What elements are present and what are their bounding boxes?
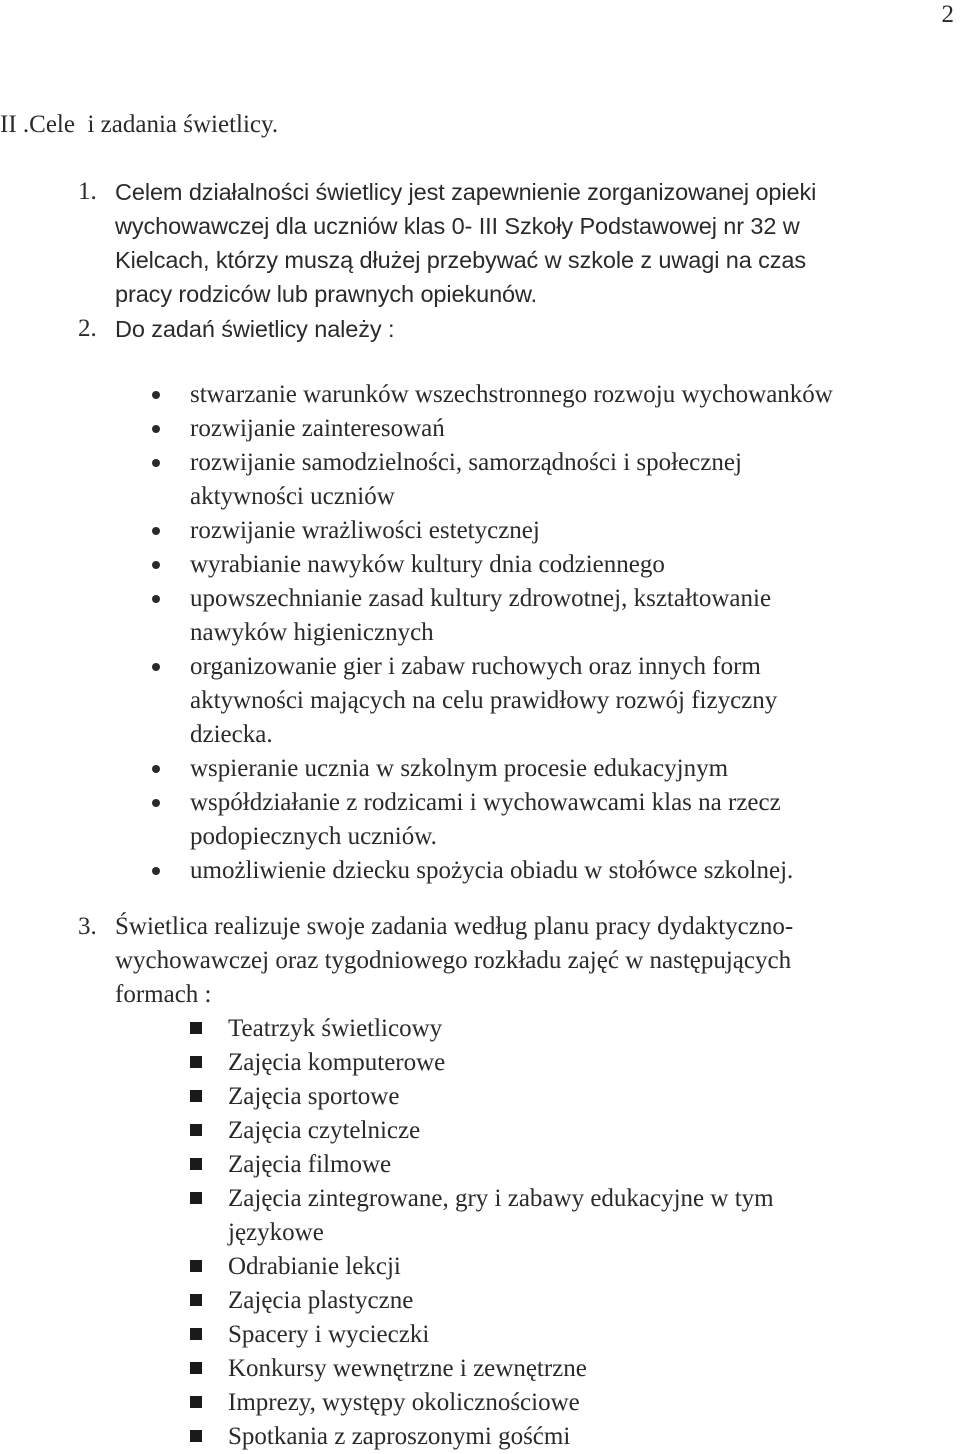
square-bullet-icon xyxy=(190,1158,202,1170)
list-item-text: Konkursy wewnętrzne i zewnętrzne xyxy=(228,1355,587,1382)
list-item xyxy=(0,1386,928,1420)
list-item-text: Teatrzyk świetlicowy xyxy=(228,1015,443,1042)
bullet-icon xyxy=(152,425,160,433)
list-item-text: Zajęcia komputerowe xyxy=(228,1049,446,1076)
list-item xyxy=(0,514,950,548)
list-item xyxy=(0,378,950,412)
square-bullet-icon xyxy=(190,1124,202,1136)
list-item-text: Zajęcia zintegrowane, gry i zabawy edukacyjne w tym językowe xyxy=(228,1185,774,1246)
square-bullet-icon xyxy=(190,1396,202,1408)
list-item-text: organizowanie gier i zabaw ruchowych oraz innych form aktywności mających na celu prawidłowy rozwój fizyczny dziecka. xyxy=(190,653,778,748)
bullet-icon xyxy=(152,527,160,535)
list-item xyxy=(0,1284,928,1318)
list-item xyxy=(0,1318,928,1352)
list-item xyxy=(0,1114,928,1148)
bullet-icon xyxy=(152,867,160,875)
list-item-text: rozwijanie samodzielności, samorządności i społecznej aktywności uczniów xyxy=(190,449,742,510)
section-heading: II .Cele i zadania świetlicy. xyxy=(0,111,279,138)
list-item xyxy=(0,1352,928,1386)
list-item xyxy=(0,582,950,650)
forms-square-list xyxy=(0,1012,928,1454)
square-bullet-icon xyxy=(190,1294,202,1306)
item-2-number: 2. xyxy=(78,315,97,342)
list-item-text: stwarzanie warunków wszechstronnego rozwoju wychowanków xyxy=(190,381,833,408)
list-item xyxy=(0,854,950,888)
square-bullet-icon xyxy=(190,1260,202,1272)
list-item xyxy=(0,1182,928,1250)
list-item-text: upowszechnianie zasad kultury zdrowotnej, kształtowanie nawyków higienicznych xyxy=(190,585,772,646)
page-number: 2 xyxy=(941,1,954,28)
bullet-icon xyxy=(152,663,160,671)
bullet-icon xyxy=(152,595,160,603)
item-1-text: Celem działalności świetlicy jest zapewnienie zorganizowanej opieki wychowawczej dla uczniów klas 0- III Szkoły Podstawowej nr 32 w Kielcach, którzy muszą dłużej przebywać w szkole z uwagi na czas pracy rodziców lub prawnych opiekunów. xyxy=(115,179,817,307)
bullet-icon xyxy=(152,799,160,807)
list-item-text: współdziałanie z rodzicami i wychowawcami klas na rzecz podopiecznych uczniów. xyxy=(190,789,781,850)
item-3-number: 3. xyxy=(78,913,97,940)
square-bullet-icon xyxy=(190,1090,202,1102)
list-item-text: rozwijanie zainteresowań xyxy=(190,415,445,442)
list-item-text: Imprezy, występy okolicznościowe xyxy=(228,1389,580,1416)
bullet-icon xyxy=(152,765,160,773)
list-item-text: umożliwienie dziecku spożycia obiadu w stołówce szkolnej. xyxy=(190,857,794,884)
list-item xyxy=(0,1420,928,1454)
list-item-text: Spotkania z zaproszonymi gośćmi xyxy=(228,1423,571,1450)
list-item xyxy=(0,1080,928,1114)
list-item-text: wyrabianie nawyków kultury dnia codziennego xyxy=(190,551,665,578)
square-bullet-icon xyxy=(190,1192,202,1204)
bullet-icon xyxy=(152,459,160,467)
item-2-text: Do zadań świetlicy należy : xyxy=(115,316,395,342)
square-bullet-icon xyxy=(190,1430,202,1442)
square-bullet-icon xyxy=(190,1328,202,1340)
list-item xyxy=(0,446,950,514)
item-3-text: Świetlica realizuje swoje zadania według planu pracy dydaktyczno- wychowawczej oraz tygodniowego rozkładu zajęć w następujących formach : xyxy=(115,913,794,1008)
list-item-text: Zajęcia filmowe xyxy=(228,1151,392,1178)
list-item-text: Zajęcia plastyczne xyxy=(228,1287,414,1314)
item-1-number: 1. xyxy=(78,178,97,205)
list-item-text: Spacery i wycieczki xyxy=(228,1321,430,1348)
list-item xyxy=(0,412,950,446)
list-item-text: Zajęcia sportowe xyxy=(228,1083,400,1110)
list-item xyxy=(0,548,950,582)
list-item xyxy=(0,786,950,854)
square-bullet-icon xyxy=(190,1056,202,1068)
bullet-icon xyxy=(152,391,160,399)
list-item xyxy=(0,650,950,752)
list-item xyxy=(0,1046,928,1080)
bullet-icon xyxy=(152,561,160,569)
list-item-text: rozwijanie wrażliwości estetycznej xyxy=(190,517,540,544)
list-item-text: Odrabianie lekcji xyxy=(228,1253,401,1280)
list-item xyxy=(0,1148,928,1182)
square-bullet-icon xyxy=(190,1022,202,1034)
list-item-text: Zajęcia czytelnicze xyxy=(228,1117,421,1144)
tasks-bullet-list xyxy=(0,378,950,888)
square-bullet-icon xyxy=(190,1362,202,1374)
list-item xyxy=(0,1250,928,1284)
list-item xyxy=(0,752,950,786)
list-item xyxy=(0,1012,928,1046)
list-item-text: wspieranie ucznia w szkolnym procesie edukacyjnym xyxy=(190,755,729,782)
